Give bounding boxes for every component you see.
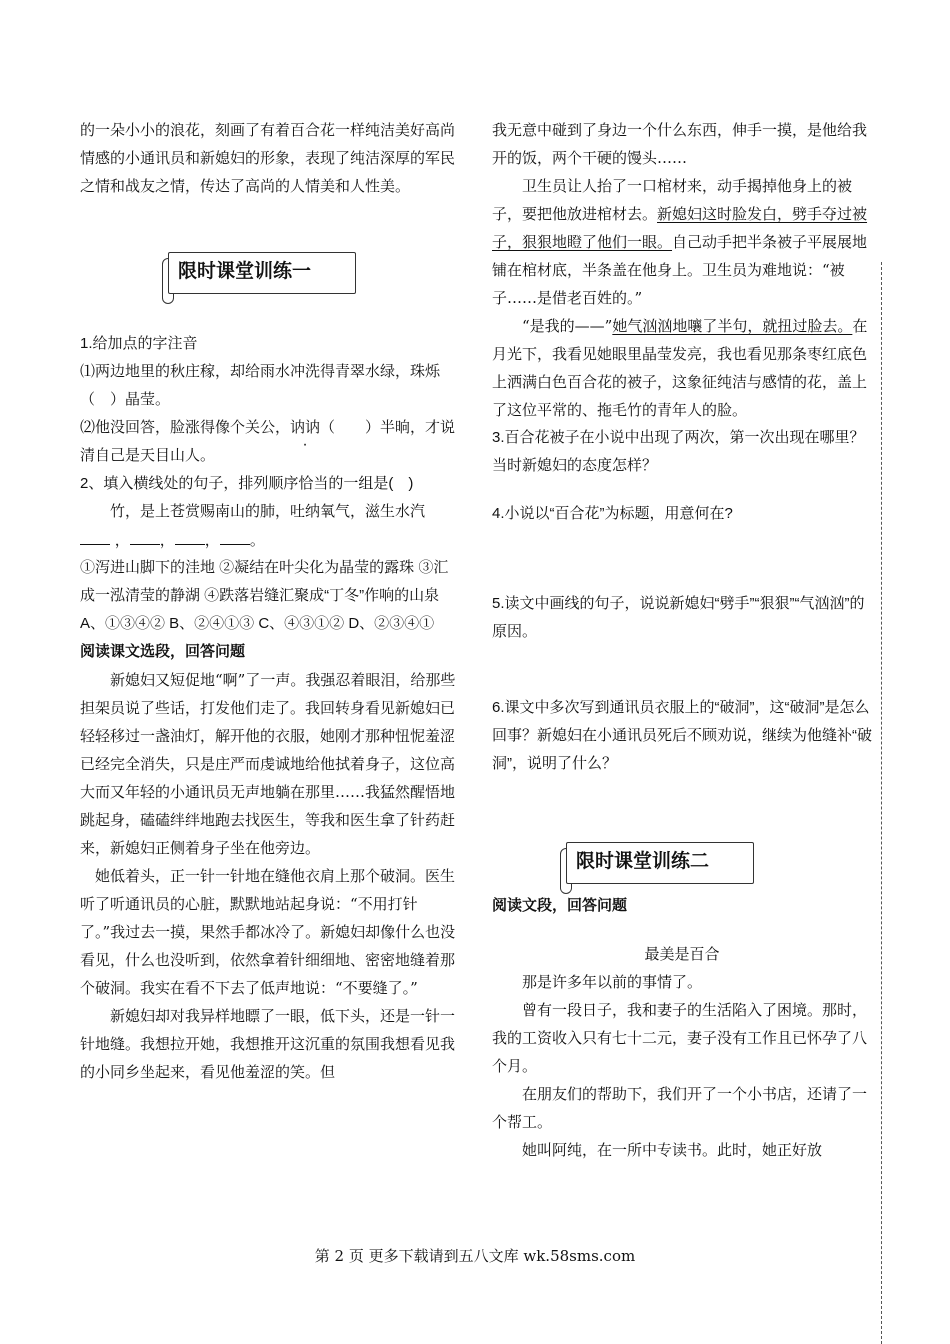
passage-p1: 新媳妇又短促地“啊”了一声。我强忍着眼泪，给那些担架员说了些话，打发他们走了。我回转身看见新媳妇已轻轻移过一盏油灯，解开他的衣服，她刚才那种忸怩羞涩已经完全消失，只是庄严而虔诚地给他拭着身子，这位高大而又年轻的小通讯员无声地躺在那里……我猛然醒悟地跳起身，磕磕绊绊地跑去找医生，等我和医生拿了针药赶来，新媳妇正侧着身子坐在他旁边。 (80, 671, 456, 857)
q2-title: 2、填入横线处的句子，排列顺序恰当的一组是( ) (80, 475, 414, 492)
question-5: 5.读文中画线的句子，说说新媳妇“劈手”“狠狠”“气汹汹”的原因。 (492, 595, 865, 640)
story-p3: 在朋友们的帮助下，我们开了一个小书店，还请了一个帮工。 (492, 1085, 868, 1131)
passage-p2: 她低着头，正一针一针地在缝他衣肩上那个破洞。医生听了听通讯员的心脏，默默地站起身说：“不用打针了。”我过去一摸，果然手都冰冷了。新媳妇却像什么也没看见，什么也没听到，依然拿着针细细地、密密地缝着那个破洞。我实在看不下去了低声地说：“不要缝了。” (80, 867, 456, 997)
page-footer: 第 2 页 更多下载请到五八文库 wk.58sms.com (314, 1247, 636, 1265)
q2-options: ①泻进山脚下的洼地 ②凝结在叶尖化为晶莹的露珠 ③汇成一泓清莹的静湖 ④跌落岩缝汇聚成“丁冬”作响的山泉 (80, 559, 449, 604)
column-divider (881, 262, 882, 1344)
q2-choices: A、①③④② B、②④①③ C、④③①② D、②③④① (80, 615, 435, 632)
passage-p3: 新媳妇却对我异样地瞟了一眼，低下头，还是一针一针地缝。我想拉开她，我想推开这沉重的氛围我想看见我的小同乡坐起来，看见他羞涩的笑。但 (80, 1007, 456, 1081)
q2-blanks: ， ， ， 。 (80, 526, 460, 554)
story-title: 最美是百合 (644, 945, 720, 963)
intro-paragraph: 的一朵小小的浪花，刻画了有着百合花一样纯洁美好高尚情感的小通讯员和新媳妇的形象，表现了纯洁深厚的军民之情和战友之情，传达了高尚的人情美和人性美。 (80, 121, 456, 195)
left-column (80, 116, 460, 1086)
q1-a: ⑴两边地里的秋庄稼，却给雨水冲洗得青翠水绿，珠烁（ ）晶莹。 (80, 363, 441, 408)
story-p2: 曾有一段日子，我和妻子的生活陷入了困境。那时，我的工资收入只有七十二元，妻子没有工作且已怀孕了八个月。 (492, 1001, 868, 1075)
question-4: 4.小说以“百合花”为标题，用意何在? (492, 505, 733, 522)
q1-b: ⑵他没回答，脸涨得像个关公，讷讷（ ）半晌，才说清自己是天目山人。 (80, 419, 456, 464)
passage-r2: 卫生员让人抬了一口棺材来，动手揭掉他身上的被子，要把他放进棺材去。新媳妇这时脸发白，劈手夺过被子，狠狠地瞪了他们一眼。自己动手把半条被子平展展地铺在棺材底，半条盖在他身上。卫生员为难地说：“被子……是借老百姓的。” (492, 177, 868, 307)
question-6: 6.课文中多次写到通讯员衣服上的“破洞”，这“破洞”是怎么回事？新媳妇在小通讯员死后不顾劝说，继续为他缝补“破洞”，说明了什么？ (492, 699, 872, 772)
right-column (492, 116, 872, 1164)
banner-title-1: 限时课堂训练一 (178, 260, 312, 282)
banner-title-2: 限时课堂训练二 (576, 850, 710, 872)
section-banner-1 (162, 248, 362, 302)
q1-title: 1.给加点的字注音 (80, 335, 198, 352)
reading-heading-2: 阅读文段，回答问题 (492, 897, 628, 914)
underlined-sentence-2: 她气汹汹地嚷了半句，就扭过脸去。 (612, 317, 853, 335)
story-p1: 那是许多年以前的事情了。 (522, 973, 703, 991)
question-3: 3.百合花被子在小说中出现了两次，第一次出现在哪里？当时新媳妇的态度怎样？ (492, 429, 865, 474)
passage-r3: “是我的——”她气汹汹地嚷了半句，就扭过脸去。在月光下，我看见她眼里晶莹发亮，我也看见那条枣红底色上洒满白色百合花的被子，这象征纯洁与感情的花，盖上了这位平常的、拖毛竹的青年人的脸。 (492, 317, 868, 419)
dotted-word: 讷讷 (290, 419, 321, 436)
reading-heading: 阅读课文选段，回答问题 (80, 643, 246, 660)
passage-r1: 我无意中碰到了身边一个什么东西，伸手一摸，是他给我开的饭，两个干硬的馒头…… (492, 121, 868, 167)
section-banner-2 (560, 838, 760, 892)
underlined-sentence-1: 新媳妇这时脸发白，劈手夺过被子，狠狠地瞪了他们一眼。 (492, 205, 868, 251)
q2-stem: 竹，是上苍赏赐南山的肺，吐纳氧气，滋生水汽 (110, 503, 426, 520)
story-p4: 她叫阿纯，在一所中专读书。此时，她正好放 (522, 1141, 823, 1159)
